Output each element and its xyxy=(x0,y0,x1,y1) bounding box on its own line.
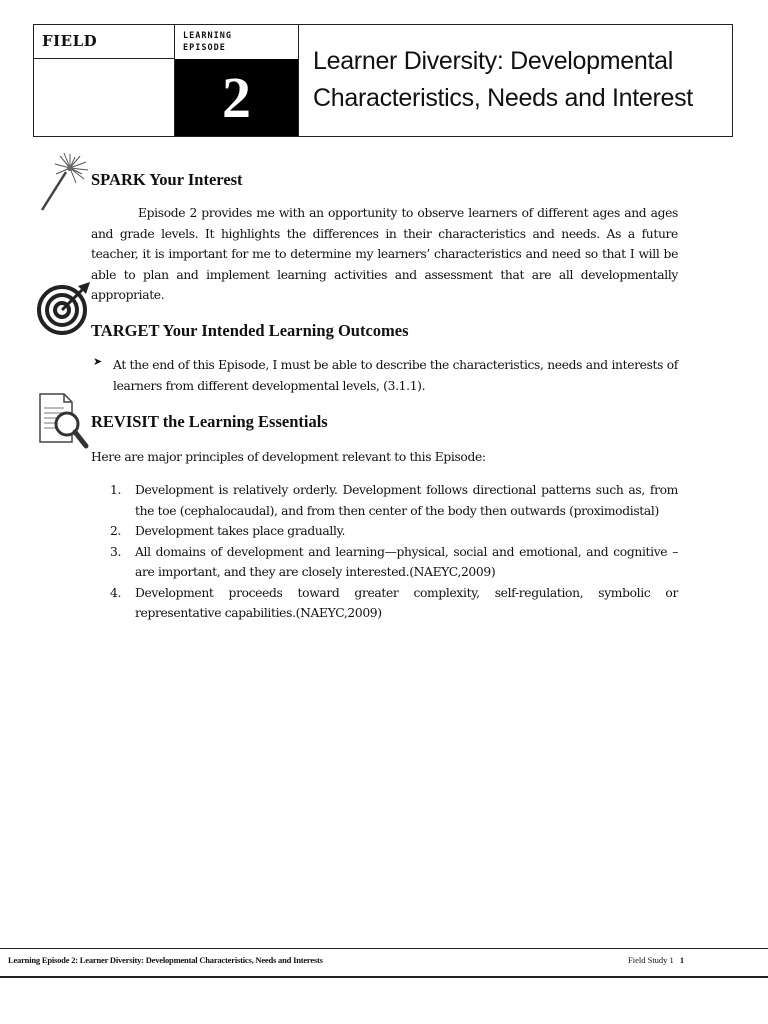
principles-list xyxy=(110,480,678,624)
arrow-bullet-icon: ➤ xyxy=(93,355,103,368)
list-item-number: 1. xyxy=(110,483,122,497)
footer-top-rule xyxy=(0,948,768,949)
episode-title xyxy=(298,25,732,136)
field-blank-cell xyxy=(34,59,175,136)
sparkler-icon xyxy=(36,152,92,214)
list-item xyxy=(110,583,678,624)
spark-title: SPARK Your Interest xyxy=(91,170,243,189)
list-item-number: 2. xyxy=(110,524,122,538)
target-bullet-text: At the end of this Episode, I must be able to describe the characteristics, needs and interests of learners from different developmental levels, (3.1.1). xyxy=(113,358,678,393)
footer-course-name: Field Study 1 xyxy=(628,955,674,965)
episode-number: 2 xyxy=(175,59,298,136)
learning-episode-label xyxy=(175,25,298,59)
list-item-number: 3. xyxy=(110,544,122,559)
episode-title-line1: Learner Diversity: Developmental xyxy=(313,47,674,75)
episode-title-line2: Characteristics, Needs and Interest xyxy=(313,84,693,112)
field-label: FIELD xyxy=(34,25,175,59)
footer-course xyxy=(628,955,684,965)
learning-episode-label-line1: LEARNING xyxy=(183,31,232,41)
revisit-intro: Here are major principles of development relevant to this Episode: xyxy=(91,450,486,464)
learning-episode-label-line2: EPISODE xyxy=(183,43,226,53)
target-icon xyxy=(36,280,92,336)
list-item-text: Development proceeds toward greater complexity, self-regulation, symbolic or representative capabilities.(NAEYC,2009) xyxy=(135,585,678,620)
list-item xyxy=(110,480,678,521)
footer-episode-title: Learning Episode 2: Learner Diversity: Developmental Characteristics, Needs and Interests xyxy=(8,955,323,965)
page-number: 1 xyxy=(679,955,685,965)
footer-bottom-rule xyxy=(0,976,768,978)
list-item-text: All domains of development and learning—physical, social and emotional, and cognitive – are important, and they are closely interested.(NAEYC,2009) xyxy=(135,544,678,579)
list-item-text: Development takes place gradually. xyxy=(135,524,346,538)
list-item-number: 4. xyxy=(110,585,122,600)
list-item xyxy=(110,542,678,583)
episode-header xyxy=(33,24,733,137)
document-magnifier-icon xyxy=(34,390,90,452)
list-item xyxy=(110,521,678,542)
revisit-title: REVISIT the Learning Essentials xyxy=(91,412,328,431)
spark-body: Episode 2 provides me with an opportunity to observe learners of different ages and ages and grade levels. It highlights the differences in their characteristics and needs. As a future teacher, it is important for me to determine my learners’ characteristics and need so that I will be able to plan and implement learning activities and assessment that are all developmentally appropriate. xyxy=(91,206,678,302)
target-title: TARGET Your Intended Learning Outcomes xyxy=(91,321,409,340)
list-item-text: Development is relatively orderly. Development follows directional patterns such as, from the toe (cephalocaudal), and from then center of the body then outwards (proximodistal) xyxy=(135,483,678,518)
